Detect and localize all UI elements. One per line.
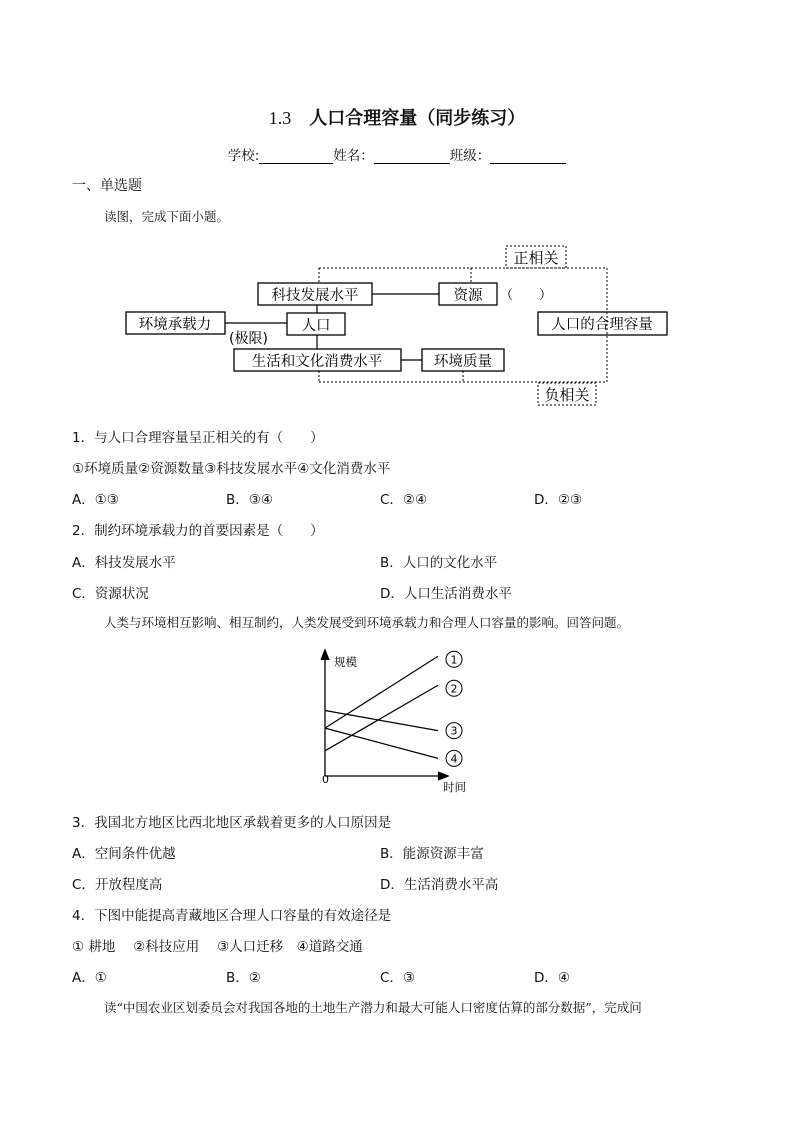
question-1-stem: 1．与人口合理容量呈正相关的有（ ） <box>72 430 324 446</box>
q2-option-d[interactable]: D．人口生活消费水平 <box>380 586 512 602</box>
q2-option-b[interactable]: B．人口的文化水平 <box>380 555 498 571</box>
intro-text-1: 读图，完成下面小题。 <box>104 209 230 224</box>
q3-option-b[interactable]: B．能源资源丰富 <box>380 846 484 862</box>
q4-option-d[interactable]: D．④ <box>534 970 570 986</box>
section-heading: 一、单选题 <box>72 178 142 194</box>
question-1-items: ①环境质量②资源数量③科技发展水平④文化消费水平 <box>72 461 391 477</box>
question-2-stem: 2．制约环境承载力的首要因素是（ ） <box>72 523 324 539</box>
q4-option-c[interactable]: C．③ <box>380 970 416 986</box>
y-axis-label: 规模 <box>334 655 357 669</box>
q3-option-a[interactable]: A．空间条件优越 <box>72 846 176 862</box>
resource-box: 资源 <box>453 288 483 304</box>
class-label: 班级： <box>449 148 491 164</box>
name-label: 姓名： <box>333 148 374 164</box>
limit-label: (极限) <box>229 331 268 347</box>
q2-option-c[interactable]: C．资源状况 <box>72 586 149 602</box>
question-3-stem: 3．我国北方地区比西北地区承载着更多的人口原因是 <box>72 815 392 831</box>
positive-correlation-label: 正相关 <box>513 249 559 267</box>
negative-correlation-label: 负相关 <box>544 386 590 404</box>
q2-option-a[interactable]: A．科技发展水平 <box>72 555 176 571</box>
q3-option-c[interactable]: C．开放程度高 <box>72 877 163 893</box>
q1-option-c[interactable]: C．②④ <box>380 492 428 508</box>
x-axis-label: 时间 <box>443 780 466 794</box>
series-label-1: 1 <box>450 653 458 667</box>
env-quality-box: 环境质量 <box>434 354 492 370</box>
series-label-3: 3 <box>450 724 458 738</box>
population-box: 人口 <box>301 318 331 334</box>
series-label-4: 4 <box>450 752 458 766</box>
q1-option-a[interactable]: A．①③ <box>72 492 119 508</box>
living-level-box: 生活和文化消费水平 <box>251 354 383 370</box>
school-label: 学校: <box>227 148 260 164</box>
series-label-2: 2 <box>450 682 458 696</box>
title-text: 人口合理容量（同步练习） <box>309 108 526 129</box>
reasonable-capacity-box: 人口的合理容量 <box>551 317 653 333</box>
tech-level-box: 科技发展水平 <box>271 288 359 304</box>
q1-option-b[interactable]: B．③④ <box>226 492 273 508</box>
env-capacity-box: 环境承载力 <box>138 317 212 333</box>
title-number: 1.3 <box>268 108 292 128</box>
q4-option-a[interactable]: A．① <box>72 970 107 986</box>
question-4-items: ① 耕地 ②科技应用 ③人口迁移 ④道路交通 <box>72 939 363 955</box>
series-line-4 <box>325 728 438 758</box>
q3-option-d[interactable]: D．生活消费水平高 <box>380 877 499 893</box>
series-line-3 <box>325 710 438 730</box>
origin-label: 0 <box>322 773 329 786</box>
y-axis-arrow <box>321 650 329 660</box>
x-axis-arrow <box>438 772 448 780</box>
q4-option-b[interactable]: B．② <box>226 970 261 986</box>
intro-text-3: 读“中国农业区划委员会对我国各地的土地生产潜力和最大可能人口密度估算的部分数据”，完成问 <box>104 1000 642 1015</box>
intro-text-2: 人类与环境相互影响、相互制约，人类发展受到环境承载力和合理人口容量的影响。回答问题。 <box>104 615 630 630</box>
q1-option-d[interactable]: D．②③ <box>534 492 583 508</box>
answer-paren: （ ） <box>500 288 553 303</box>
question-4-stem: 4．下图中能提高青藏地区合理人口容量的有效途径是 <box>72 908 392 924</box>
